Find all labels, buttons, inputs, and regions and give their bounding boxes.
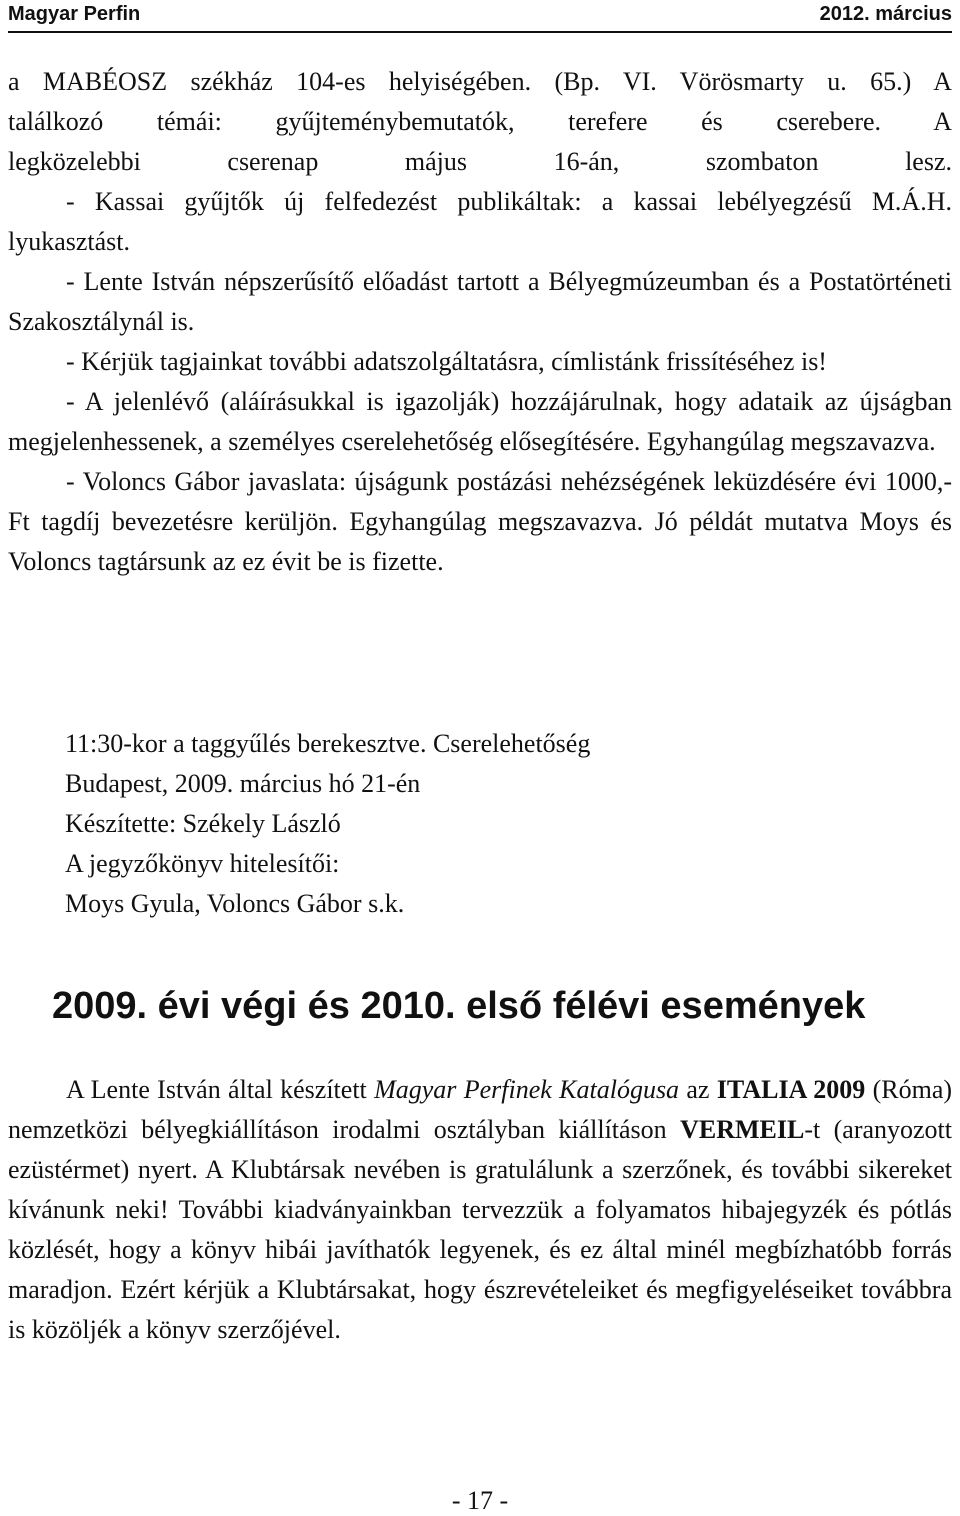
item-lente: - Lente István népszerűsítő előadást tartott a Bélyegmúzeumban és a Postatörténeti Szakosztálynál is. [8,267,952,336]
intro-line-1: a MABÉOSZ székház 104-es helyiségében. (Bp. VI. Vörösmarty u. 65.) A [8,67,952,96]
exhibition-name: ITALIA 2009 [716,1075,866,1104]
closing-certifiers-label: A jegyzőkönyv hitelesítői: [65,849,340,878]
events-section [8,1070,952,1350]
page-header [8,0,952,28]
closing-adjourned: 11:30-kor a taggyűlés berekesztve. Cserelehetőség [65,729,591,758]
events-text-3: (Róma) nemzetközi bélyegkiállításon irodalmi osztályban kiállításon [8,1075,953,1144]
item-voloncs-proposal: - Voloncs Gábor javaslata: újságunk postázási nehézségének leküzdésére évi 1000,- Ft tagdíj bevezetésre kerüljön. Egyhangúlag megszavazva. Jó példát mutatva Moys és Voloncs tagtársunk az ez évit be is fizette. [8,467,952,576]
closing-certifiers: Moys Gyula, Voloncs Gábor s.k. [65,889,405,918]
events-paragraph [8,1070,952,1350]
intro-line-3: legközelebbi cserenap május 16-án, szombaton lesz. [8,147,952,176]
item-data-request: - Kérjük tagjainkat további adatszolgáltatásra, címlistánk frissítéséhez is! [66,347,827,376]
item-consent: - A jelenlévő (aláírásukkal is igazolják) hozzájárulnak, hogy adataik az újságban megjelenhessenek, a személyes cserelehetőség elősegítésére. Egyhangúlag megszavazva. [8,387,952,456]
events-text-1: A Lente István által készített [66,1075,375,1104]
intro-line-2: találkozó témái: gyűjteménybemutatók, terefere és cserebere. A [8,107,952,136]
closing-place-date: Budapest, 2009. március hó 21-én [65,769,421,798]
page-number: - 17 - [451,1486,509,1515]
header-divider [8,31,952,33]
intro-paragraph [8,62,952,182]
minutes-closing [65,724,590,924]
events-text-2: az [679,1075,717,1104]
header-publication-title: Magyar Perfin [8,2,141,25]
minutes-body [8,62,952,582]
item-kassai: - Kassai gyűjtők új felfedezést publikáltak: a kassai lebélyegzésű M.Á.H. lyukasztást. [8,187,952,256]
catalog-title: Magyar Perfinek Katalógusa [374,1075,680,1104]
events-text-4: -t (aranyozott ezüstérmet) nyert. A Klubtársak nevében is gratulálunk a szerzőnek, és további sikereket kívánunk neki! További kiadványainkban tervezzük a folyamatos hibajegyzék és pótlás közlését, hogy a könyv hibái javíthatók legyenek, és ez által minél megbízhatóbb forrás maradjon. Ezért kérjük a Klubtársakat, hogy észrevételeiket és megfigyeléseiket továbbra is közöljék a könyv szerzőjével. [8,1115,952,1344]
award-name: VERMEIL [680,1115,805,1144]
closing-author: Készítette: Székely László [65,809,341,838]
header-issue-date: 2012. március [819,2,952,25]
section-heading: 2009. évi végi és 2010. első félévi események [52,985,866,1027]
